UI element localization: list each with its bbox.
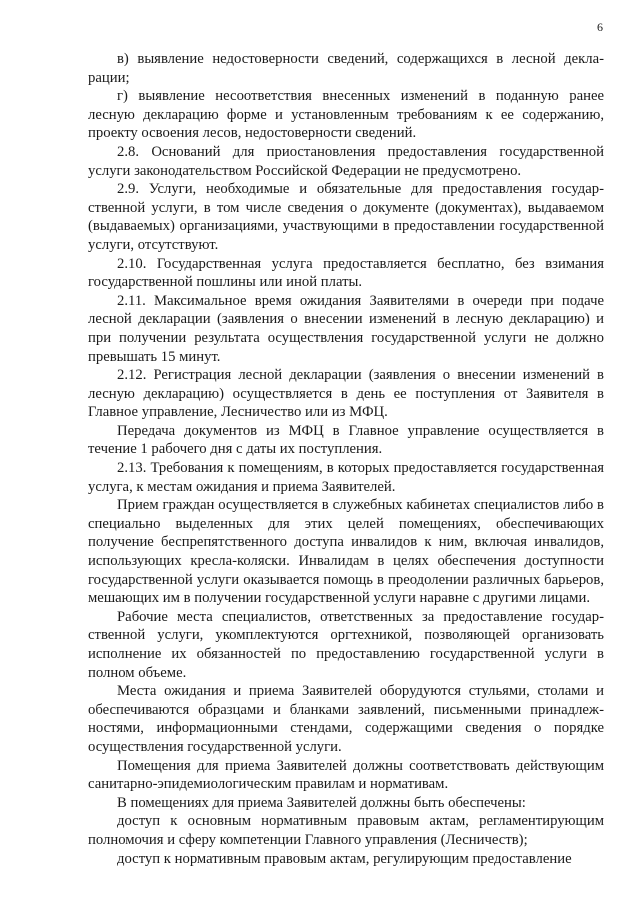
paragraph-mfc-transfer: Передача документов из МФЦ в Главное управление осуществляется в течение 1 рабочего дня с даты их поступления. [88,422,604,458]
paragraph-2-12: 2.12. Регистрация лесной декларации (заявления о внесении изменений в лесную декларацию) осуществляется в день ее поступления от Заявителя в Главное управление, Лесничество или из МФЦ. [88,367,604,421]
paragraph-reception: Прием граждан осуществляется в служебных кабинетах специалистов либо в специально выделенных для этих целей помещениях, обеспечивающих получение беспрепятственного доступа инвалидов к ним, включая инвалидов, использующих кресла-коляски. Инвалидам в целях обеспечения доступности государственной услуги оказывается помощь в преодолении различных барьеров, мешающих им в получении государственной услуги наравне с другими лицами. [88,497,604,607]
paragraph-access-main-acts: доступ к основным нормативным правовым актам, регламентирующим полномочия и сферу компетенции Главного управления (Лесничеств); [88,813,604,848]
body-text [88,50,604,868]
paragraph-provided: В помещениях для приема Заявителей должны быть обеспечены: [117,794,526,811]
paragraph-item-g: г) выявление несоответствия внесенных изменений в поданную ранее лесную декларацию форме и установленным требованиям к ее содержанию, проекту освоения лесов, недостоверности сведений. [88,88,604,142]
paragraph-workplaces: Рабочие места специалистов, ответственных за предоставление государственной услуги, укомплектуются оргтехникой, позволяющей организовать исполнение их обязанностей по предоставлению государственной услуги в полном объеме. [88,608,604,681]
paragraph-2-9: 2.9. Услуги, необходимые и обязательные для предоставления государственной услуги, в том числе сведения о документе (документах), выдаваемом (выдаваемых) организациями, участвующими в предоставлении государственной услуги, отсутствуют. [88,181,604,253]
paragraph-2-8: 2.8. Оснований для приостановления предоставления государственной услуги законодательством Российской Федерации не предусмотрено. [88,143,604,179]
paragraph-access-acts: доступ к нормативным правовым актам, регулирующим предоставление [117,850,572,867]
page-number: 6 [597,20,603,34]
paragraph-2-13: 2.13. Требования к помещениям, в которых предоставляется государственная услуга, к местам ожидания и приема Заявителей. [88,460,604,495]
paragraph-2-11: 2.11. Максимальное время ожидания Заявителями в очереди при подаче лесной декларации (заявления о внесении изменений в лесную декларацию) и при получении результата осуществления государственной услуги не должно превышать 15 минут. [88,292,604,365]
paragraph-2-10: 2.10. Государственная услуга предоставляется бесплатно, без взимания государственной пошлины или иной платы. [88,255,604,291]
paragraph-sanitary: Помещения для приема Заявителей должны соответствовать действующим санитарно-эпидемиологическим правилам и нормативам. [88,757,604,793]
paragraph-waiting-areas: Места ожидания и приема Заявителей оборудуются стульями, столами и обеспечиваются образцами и бланками заявлений, письменными принадлежностями, информационными стендами, содержащими сведения о порядке осуществления государственной услуги. [88,683,604,755]
paragraph-item-v: в) выявление недостоверности сведений, содержащихся в лесной декларации; [88,51,604,86]
